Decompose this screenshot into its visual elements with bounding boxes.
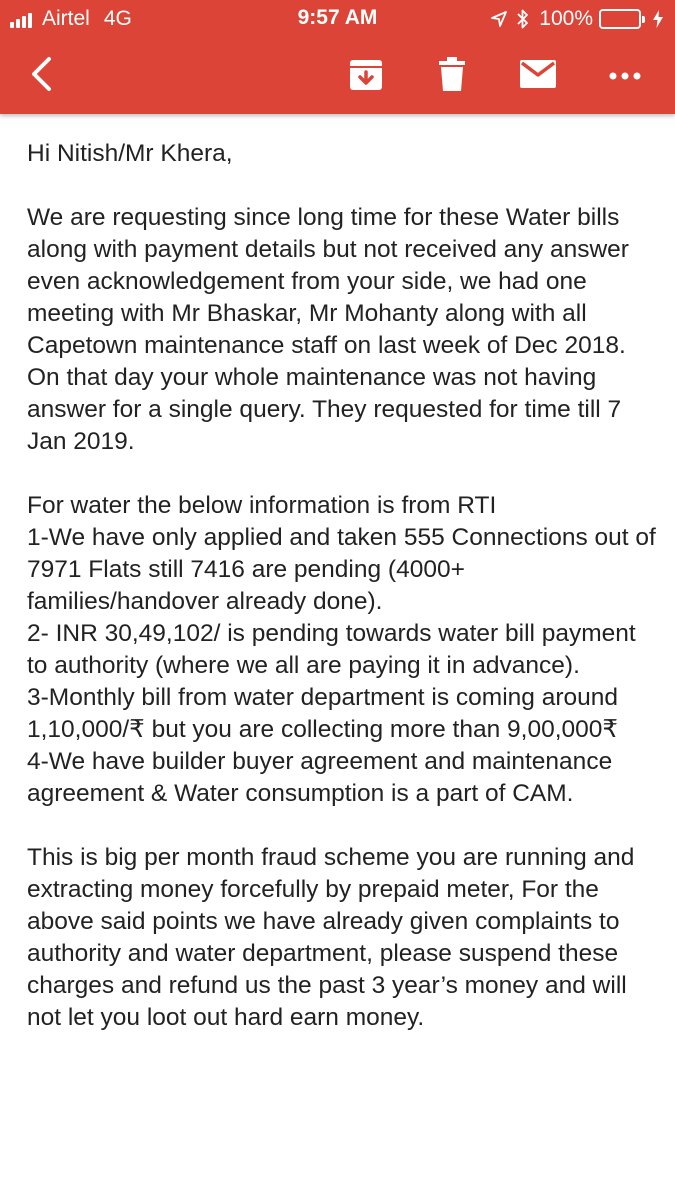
charging-bolt-icon xyxy=(653,10,663,28)
more-icon xyxy=(609,67,641,85)
mark-unread-button[interactable] xyxy=(503,38,573,114)
delete-button[interactable] xyxy=(417,38,487,114)
email-toolbar xyxy=(0,38,675,114)
archive-button[interactable] xyxy=(331,38,401,114)
status-right xyxy=(481,6,663,32)
location-arrow-icon xyxy=(491,11,507,27)
email-paragraph-request: We are requesting since long time for these Water bills along with payment details but not received any answer even acknowledgement from your side, we had one meeting with Mr Bhaskar, Mr Mohanty along with all Capetown maintenance staff on last week of Dec 2018. On that day your whole maintenance was not having answer for a single query. They requested for time till 7 Jan 2019. xyxy=(27,204,629,455)
email-point: 3-Monthly bill from water department is coming around 1,10,000/₹ but you are collecting more than 9,00,000₹ xyxy=(27,684,618,743)
battery-icon xyxy=(599,9,641,29)
email-point: 2- INR 30,49,102/ is pending towards water bill payment to authority (where we all are paying it in advance). xyxy=(27,620,636,679)
status-bar xyxy=(0,0,675,38)
back-button[interactable] xyxy=(6,38,76,114)
bluetooth-icon xyxy=(517,9,529,29)
email-point: 1-We have only applied and taken 555 Connections out of 7971 Flats still 7416 are pending (4000+ families/handover already done). xyxy=(27,524,656,615)
carrier-name: Airtel xyxy=(42,7,90,30)
back-icon xyxy=(29,56,53,97)
status-time: 9:57 AM xyxy=(297,6,378,29)
email-body xyxy=(27,138,657,1034)
email-closing: This is big per month fraud scheme you are running and extracting money forcefully by prepaid meter, For the above said points we have already given complaints to authority and water department, please suspend these charges and refund us the past 3 year’s money and will not let you loot out hard earn money. xyxy=(27,844,635,1031)
archive-icon xyxy=(348,56,384,97)
email-rti-intro: For water the below information is from RTI xyxy=(27,492,497,519)
mark-unread-icon xyxy=(519,59,557,94)
email-point: 4-We have builder buyer agreement and maintenance agreement & Water consumption is a part of CAM. xyxy=(27,748,613,807)
delete-icon xyxy=(438,56,466,97)
email-greeting: Hi Nitish/Mr Khera, xyxy=(27,140,233,167)
app-header xyxy=(0,0,675,114)
more-button[interactable] xyxy=(590,38,660,114)
network-type: 4G xyxy=(103,7,132,30)
battery-percentage: 100% xyxy=(539,7,593,30)
